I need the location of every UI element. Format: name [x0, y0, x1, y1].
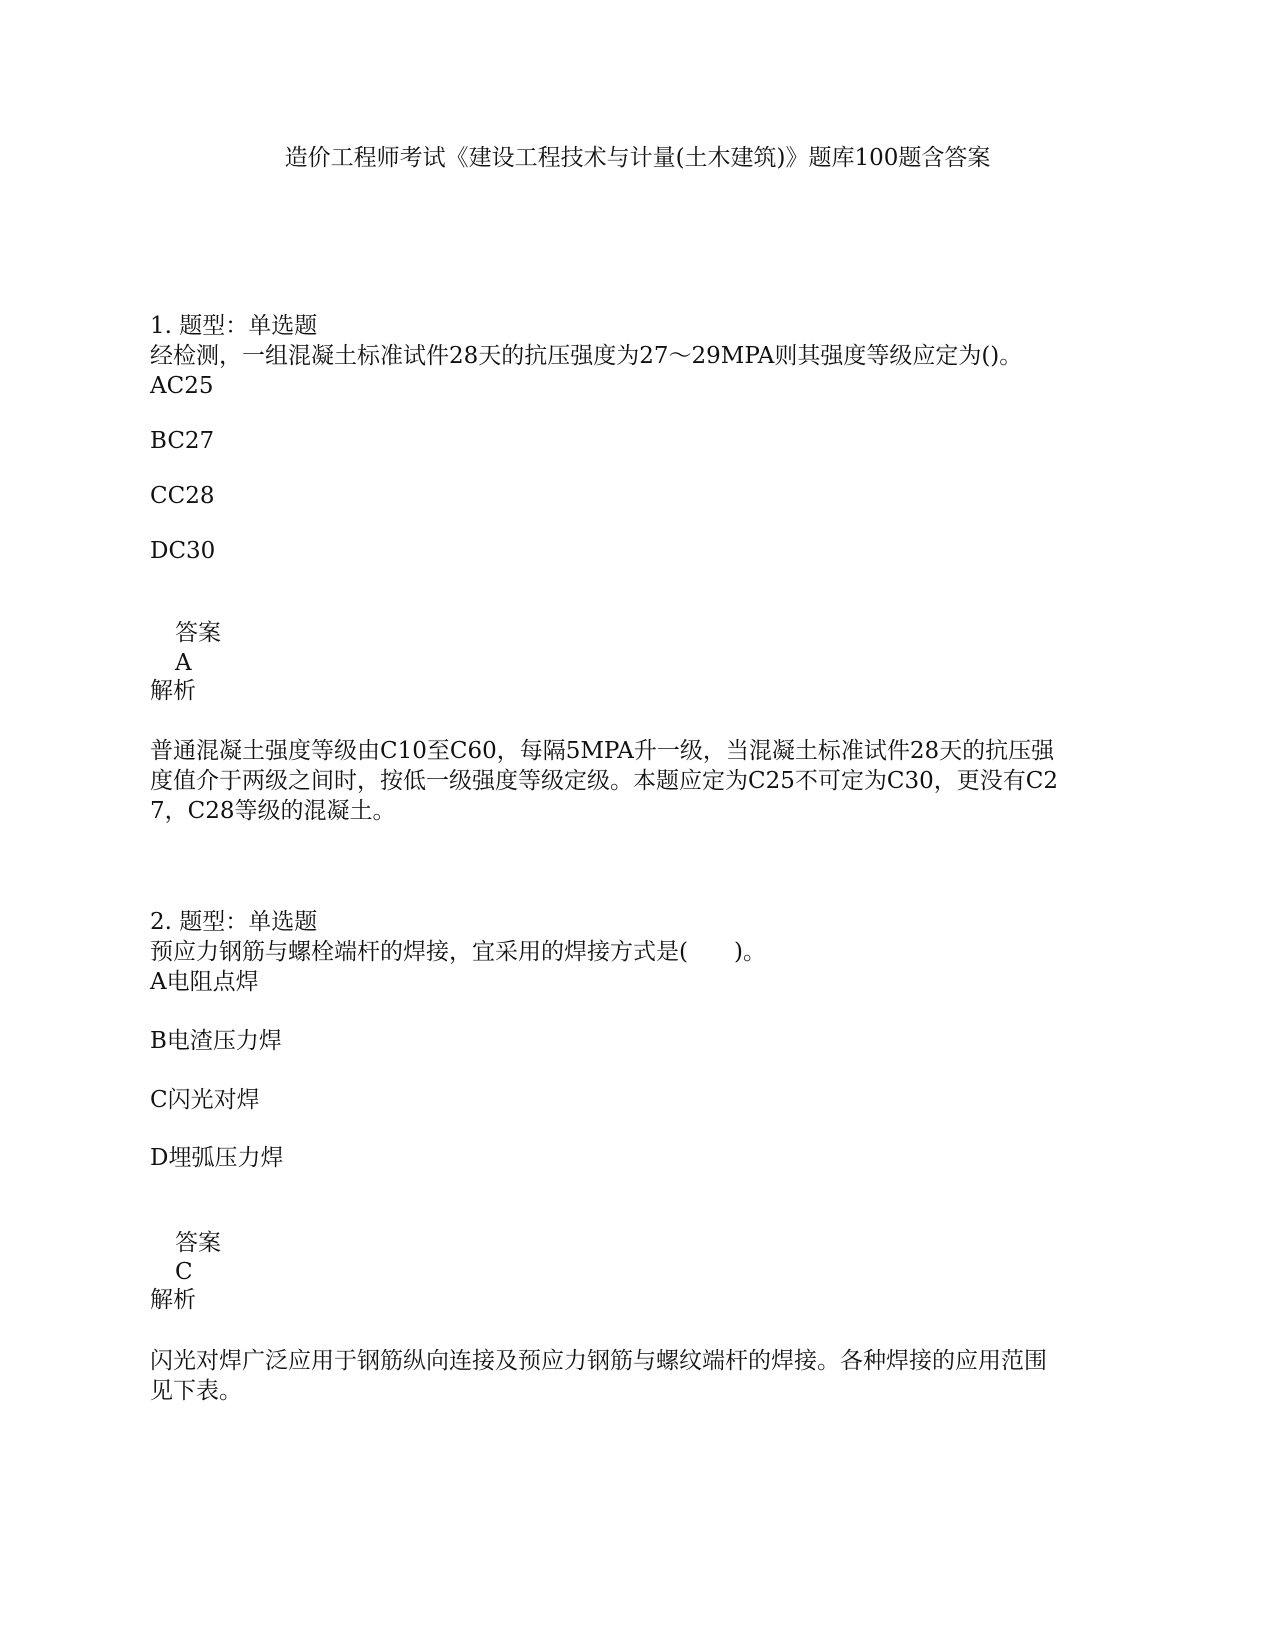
question-header: 1. 题型：单选题: [150, 313, 318, 339]
option-d: DC30: [150, 538, 216, 564]
analysis-text: 闪光对焊广泛应用于钢筋纵向连接及预应力钢筋与螺纹端杆的焊接。各种焊接的应用范围: [150, 1348, 1047, 1374]
analysis-text: 7，C28等级的混凝土。: [150, 798, 396, 824]
question-header: 2. 题型：单选题: [150, 909, 318, 935]
option-c: CC28: [150, 483, 215, 509]
question-stem: 经检测，一组混凝土标准试件28天的抗压强度为27～29MPA则其强度等级应定为()。: [150, 343, 1023, 369]
option-a: A电阻点焊: [150, 969, 259, 995]
option-d: D埋弧压力焊: [150, 1145, 284, 1171]
option-b: B电渣压力焊: [150, 1028, 282, 1054]
answer-label: 答案: [175, 620, 221, 646]
analysis-text: 见下表。: [150, 1378, 242, 1404]
analysis-text: 普通混凝土强度等级由C10至C60，每隔5MPA升一级，当混凝土标准试件28天的抗压强: [150, 738, 1055, 764]
analysis-label: 解析: [150, 678, 196, 704]
option-b: BC27: [150, 428, 215, 454]
analysis-label: 解析: [150, 1287, 196, 1313]
option-a: AC25: [150, 373, 214, 399]
question-stem: 预应力钢筋与螺栓端杆的焊接，宜采用的焊接方式是( )。: [150, 939, 766, 965]
answer-value: A: [175, 650, 192, 676]
analysis-text: 度值介于两级之间时，按低一级强度等级定级。本题应定为C25不可定为C30，更没有C2: [150, 768, 1058, 794]
answer-label: 答案: [175, 1230, 221, 1256]
answer-value: C: [175, 1259, 193, 1285]
document-title: 造价工程师考试《建设工程技术与计量(土木建筑)》题库100题含答案: [284, 145, 991, 171]
option-c: C闪光对焊: [150, 1087, 260, 1113]
